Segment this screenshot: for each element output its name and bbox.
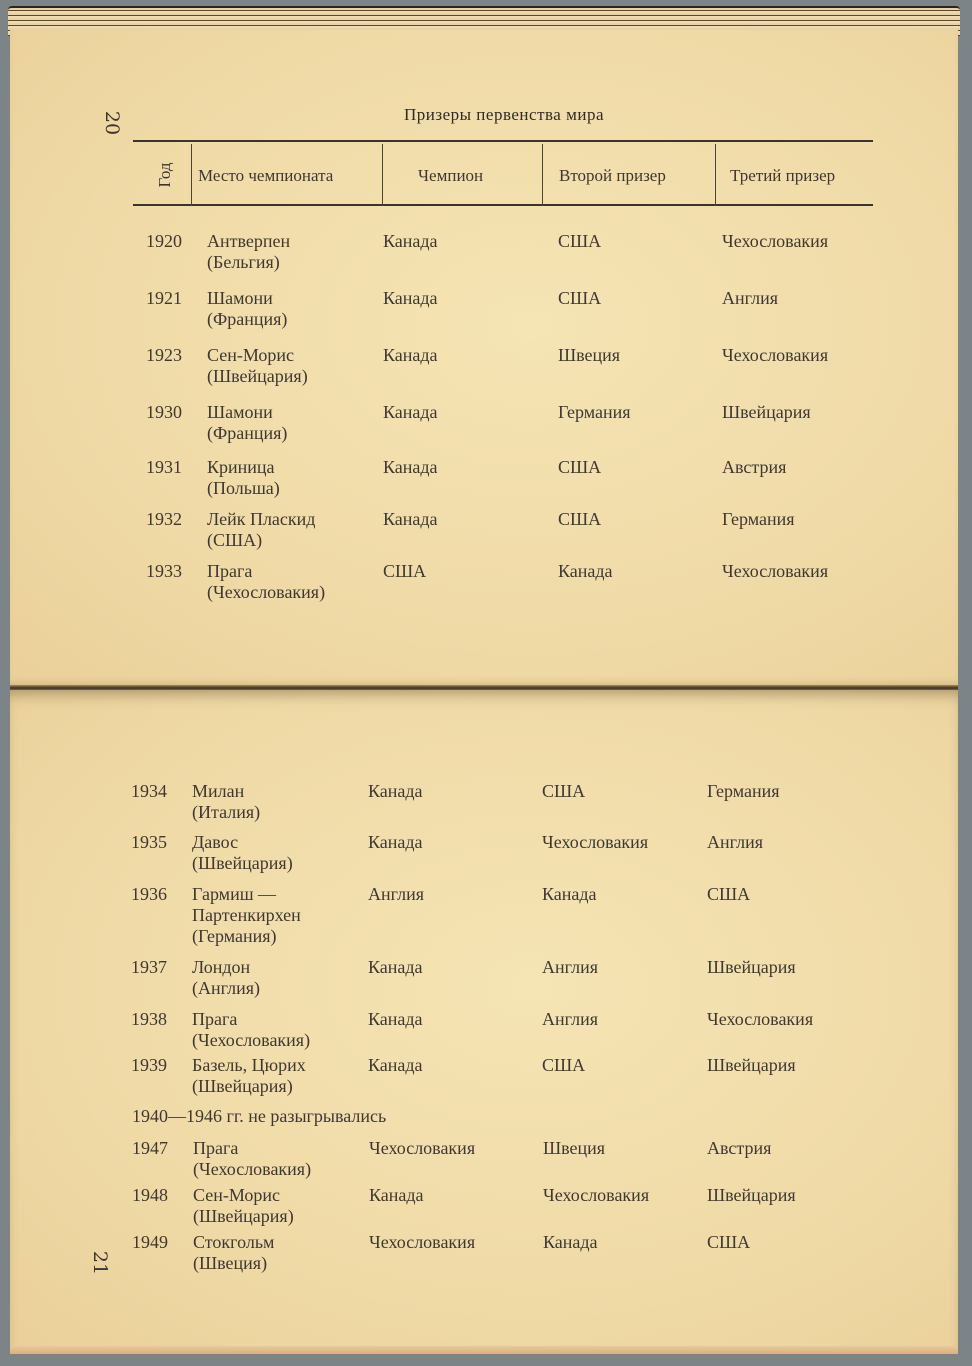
cell-venue: Лейк Пласкид xyxy=(207,509,316,529)
column-divider xyxy=(382,144,383,206)
cell-venue: Шамони xyxy=(207,402,273,422)
cell-champion: Канада xyxy=(369,1185,424,1205)
column-header-venue: Место чемпионата xyxy=(198,166,334,185)
cell-venue: (Англия) xyxy=(192,978,260,998)
cell-champion: Канада xyxy=(383,288,438,308)
cell-venue: (Швеция) xyxy=(193,1253,268,1273)
cell-champion: США xyxy=(383,561,427,581)
column-divider xyxy=(542,144,543,206)
cell-second: США xyxy=(558,457,602,477)
cell-venue: (Чехословакия) xyxy=(193,1159,312,1179)
cell-third: Чехословакия xyxy=(707,1009,814,1029)
cell-venue: (Франция) xyxy=(207,309,288,329)
cell-second: Чехословакия xyxy=(543,1185,650,1205)
cell-champion: Канада xyxy=(383,345,438,365)
cell-third: США xyxy=(707,1232,751,1252)
cell-venue: Базель, Цюрих xyxy=(192,1055,306,1075)
cell-champion: Канада xyxy=(368,781,423,801)
cell-venue: Стокгольм xyxy=(193,1232,275,1252)
cell-third: Англия xyxy=(722,288,778,308)
cell-third: Швейцария xyxy=(707,1055,796,1075)
cell-venue: Сен-Морис xyxy=(193,1185,281,1205)
cell-venue: Милан xyxy=(192,781,245,801)
cell-champion: Канада xyxy=(368,957,423,977)
cell-second: Канада xyxy=(543,1232,598,1252)
cell-second: Германия xyxy=(558,402,631,422)
cell-year: 1948 xyxy=(132,1185,168,1205)
cell-venue: Шамони xyxy=(207,288,273,308)
cell-third: Австрия xyxy=(707,1138,772,1158)
cell-year: 1932 xyxy=(146,509,182,529)
cell-champion: Канада xyxy=(383,402,438,422)
cell-champion: Канада xyxy=(383,457,438,477)
cell-venue: Криница xyxy=(207,457,275,477)
cell-venue: (США) xyxy=(207,530,263,550)
cell-venue: (Италия) xyxy=(192,802,261,822)
cell-second: Чехословакия xyxy=(542,832,649,852)
cell-year: 1923 xyxy=(146,345,182,365)
cell-year: 1934 xyxy=(131,781,167,801)
cell-venue: (Чехословакия) xyxy=(192,1030,311,1050)
cell-year: 1935 xyxy=(131,832,167,852)
cell-year: 1937 xyxy=(131,957,167,977)
cell-venue: Давос xyxy=(192,832,239,852)
cell-champion: Канада xyxy=(383,509,438,529)
cell-third: Германия xyxy=(722,509,795,529)
cell-second: США xyxy=(558,231,602,251)
cell-venue: (Швейцария) xyxy=(192,853,293,873)
cell-venue: Прага xyxy=(192,1009,238,1029)
column-header-champion: Чемпион xyxy=(418,166,484,185)
book-bottom-edge xyxy=(10,1346,958,1354)
cell-third: США xyxy=(707,884,751,904)
cell-champion: Англия xyxy=(368,884,424,904)
cell-year: 1921 xyxy=(146,288,182,308)
table-title: Призеры первенства мира xyxy=(404,105,604,124)
cell-venue: (Польша) xyxy=(207,478,280,498)
cell-year: 1933 xyxy=(146,561,182,581)
cell-third: Чехословакия xyxy=(722,561,829,581)
cell-venue: (Чехословакия) xyxy=(207,582,326,602)
cell-year: 1938 xyxy=(131,1009,167,1029)
cell-year: 1939 xyxy=(131,1055,167,1075)
gap-note: 1940—1946 гг. не разыгрывались xyxy=(132,1106,387,1126)
cell-venue: Сен-Морис xyxy=(207,345,295,365)
cell-second: США xyxy=(558,509,602,529)
page-number-left: 20 xyxy=(101,110,124,136)
cell-second: США xyxy=(558,288,602,308)
cell-year: 1947 xyxy=(132,1138,168,1158)
cell-third: Чехословакия xyxy=(722,231,829,251)
cell-third: Австрия xyxy=(722,457,787,477)
cell-champion: Канада xyxy=(368,1009,423,1029)
cell-second: Швеция xyxy=(558,345,621,365)
page-number-right: 21 xyxy=(89,1250,112,1276)
cell-venue: (Франция) xyxy=(207,423,288,443)
cell-third: Швейцария xyxy=(722,402,811,422)
cell-venue: (Германия) xyxy=(192,926,277,946)
cell-third: Швейцария xyxy=(707,957,796,977)
cell-second: Англия xyxy=(542,1009,598,1029)
cell-year: 1949 xyxy=(132,1232,168,1252)
cell-champion: Канада xyxy=(368,1055,423,1075)
cell-year: 1920 xyxy=(146,231,182,251)
column-divider xyxy=(191,144,192,206)
cell-venue: Партенкирхен xyxy=(192,905,301,925)
cell-second: Англия xyxy=(542,957,598,977)
cell-second: США xyxy=(542,1055,586,1075)
cell-champion: Канада xyxy=(383,231,438,251)
cell-third: Швейцария xyxy=(707,1185,796,1205)
cell-third: Германия xyxy=(707,781,780,801)
cell-venue: Прага xyxy=(207,561,253,581)
cell-venue: Прага xyxy=(193,1138,239,1158)
cell-champion: Чехословакия xyxy=(369,1138,476,1158)
cell-venue: Гармиш — xyxy=(192,884,277,904)
column-header-third: Третий призер xyxy=(730,166,836,185)
cell-second: Канада xyxy=(542,884,597,904)
cell-venue: (Бельгия) xyxy=(207,252,280,272)
cell-second: Швеция xyxy=(543,1138,606,1158)
cell-second: США xyxy=(542,781,586,801)
cell-champion: Чехословакия xyxy=(369,1232,476,1252)
table-top-rule xyxy=(133,140,873,142)
cell-third: Чехословакия xyxy=(722,345,829,365)
cell-venue: (Швейцария) xyxy=(193,1206,294,1226)
cell-year: 1930 xyxy=(146,402,182,422)
cell-year: 1931 xyxy=(146,457,182,477)
cell-venue: (Швейцария) xyxy=(207,366,308,386)
cell-year: 1936 xyxy=(131,884,167,904)
column-header-year: Год xyxy=(155,162,174,188)
column-header-second: Второй призер xyxy=(559,166,666,185)
cell-venue: Лондон xyxy=(192,957,251,977)
cell-second: Канада xyxy=(558,561,613,581)
column-divider xyxy=(715,144,716,206)
cell-venue: (Швейцария) xyxy=(192,1076,293,1096)
cell-third: Англия xyxy=(707,832,763,852)
cell-champion: Канада xyxy=(368,832,423,852)
cell-venue: Антверпен xyxy=(207,231,291,251)
